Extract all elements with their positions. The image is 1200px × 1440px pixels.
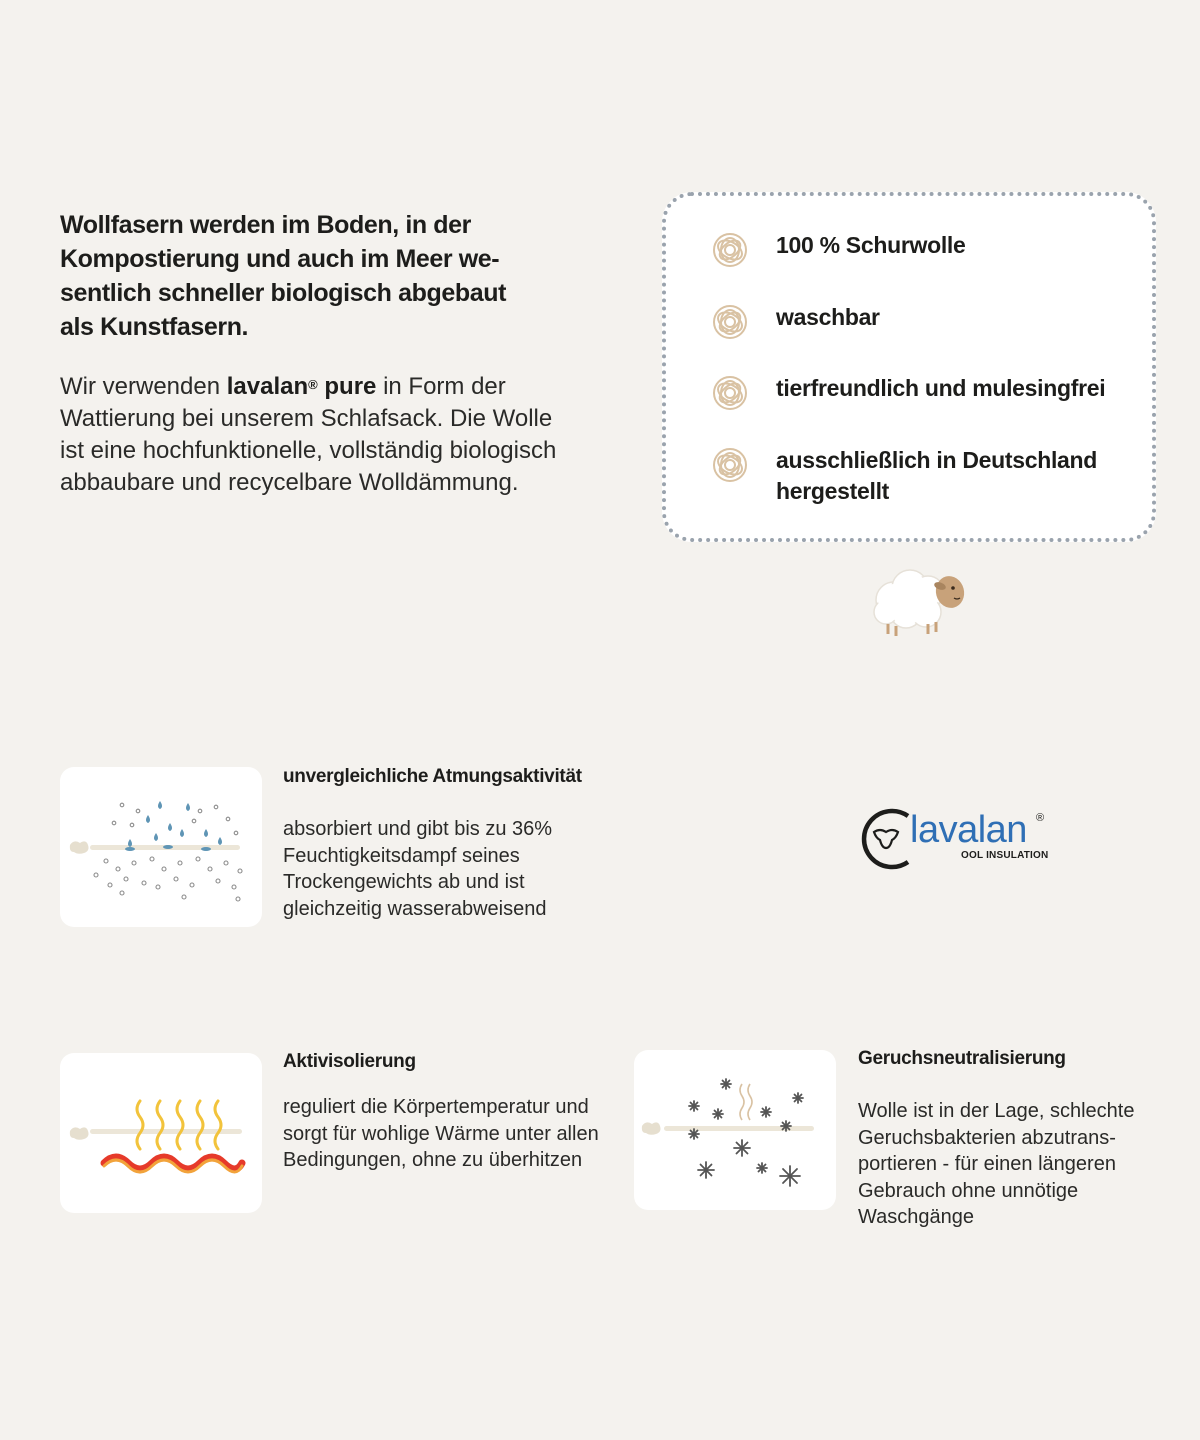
property-text: Wolle ist in der Lage, schlechte Geruchsbakterien abzutransportieren - für einen längeren Gebrauch ohne unnötige Waschgänge [858,1100,1135,1228]
property-text: absorbiert und gibt bis zu 36% Feuchtigkeitsdampf seines Trockengewichts ab und ist gleichzeitig wasserabweisend [283,818,553,920]
feature-label: 100 % Schurwolle [776,232,966,258]
odor-neutralization-card [634,1050,836,1210]
headline: Wollfasern werden im Boden, in der Kompostierung und auch im Meer wesentlich schneller biologisch abgebaut als Kunstfasern. [60,211,507,341]
wool-ball-icon [710,445,750,485]
feature-item [710,302,1116,342]
wool-ball-icon [710,302,750,342]
feature-label: ausschließlich in Deutschland hergestellt [776,447,1098,504]
feature-item [710,230,1116,270]
feature-label: tierfreundlich und mulesingfrei [776,375,1106,401]
lavalan-logo [856,806,1056,872]
feature-label: waschbar [776,304,880,330]
heat-insulation-card [60,1053,262,1213]
sheep-icon [866,560,970,640]
property-text: reguliert die Körpertemperatur und sorgt für wohlige Wärme unter allen Bedingungen, ohne zu überhitzen [283,1096,599,1171]
feature-item [710,445,1116,507]
heat-insulation-icon [60,1053,262,1213]
feature-cloud [662,192,1156,542]
intro-paragraph [60,371,580,499]
property-title: Aktivisolierung [283,1051,416,1072]
intro-text-after: in Form der Wattierung bei unserem Schlafsack. Die Wolle ist eine hochfunktionelle, vollständig biologisch abbaubare und recycelbare Wolldämmung. [60,373,557,496]
property-title: Geruchsneutralisierung [858,1048,1066,1069]
breathability-card [60,767,262,927]
wool-ball-icon [710,373,750,413]
breathability-icon [60,767,262,927]
brand-name: lavalan® pure [226,373,377,400]
feature-item [710,373,1116,413]
intro-text-before: Wir verwenden [60,373,227,400]
wool-ball-icon [710,230,750,270]
odor-neutralization-icon [634,1050,836,1210]
logo-wordmark: lavalan [910,809,1027,851]
logo-tagline: OOL INSULATION [961,850,1049,861]
property-title: unvergleichliche Atmungsaktivität [283,766,582,787]
logo-reg-mark: ® [1036,812,1045,824]
